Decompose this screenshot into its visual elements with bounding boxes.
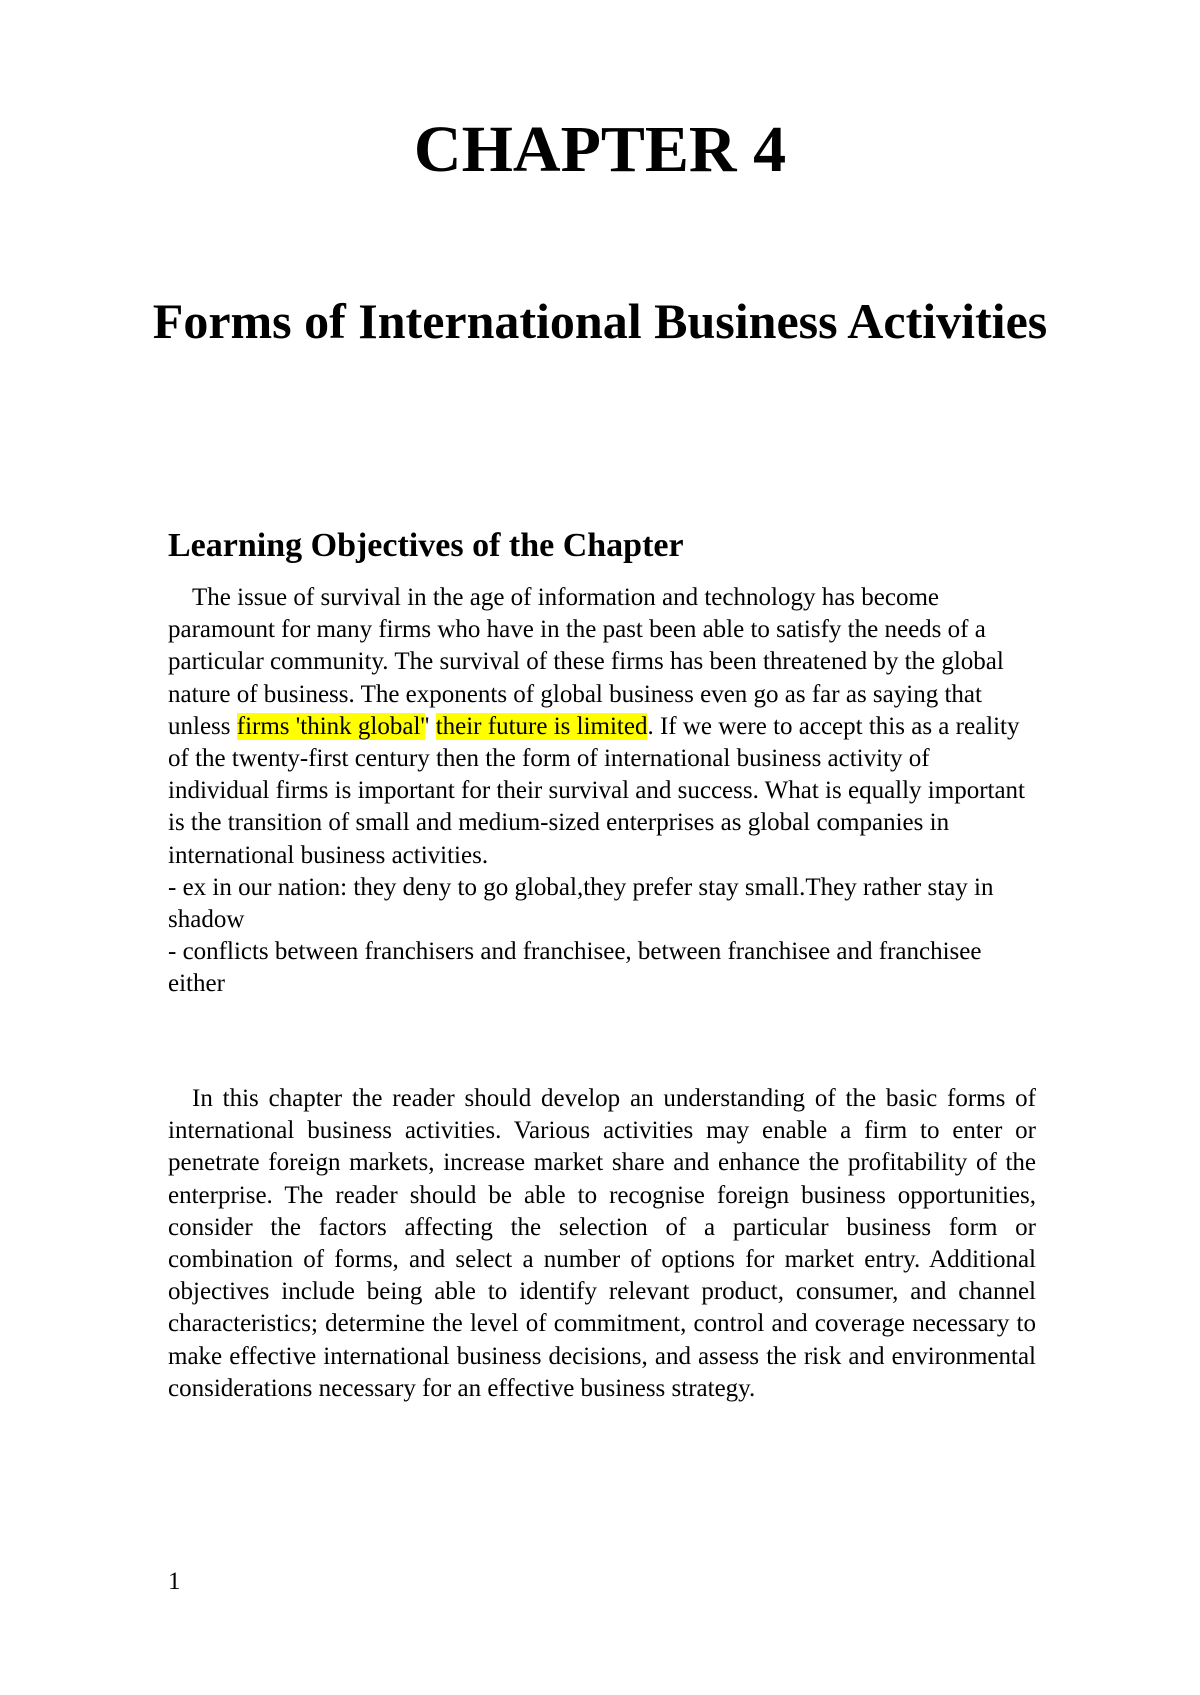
section-heading: Learning Objectives of the Chapter: [168, 527, 684, 564]
objectives-paragraph: [168, 582, 1036, 1001]
quote-close: ': [424, 712, 430, 740]
objectives-tail-text: . If we were to accept this as a reality of the twenty-first century then the form of international business activity of individual firms is important for their survival and success. What is equally important is the transition of small and medium-sized enterprises as global companies in international business activities.: [168, 712, 1026, 869]
note-line: - conflicts between franchisers and franchisee, between franchisee and franchisee either: [168, 938, 982, 998]
page-number: 1: [168, 1568, 181, 1595]
chapter-label: CHAPTER 4: [413, 113, 787, 186]
note-line: - ex in our nation: they deny to go global,they prefer stay small.They rather stay in shadow: [168, 873, 994, 934]
objectives-main-text: [168, 582, 1036, 872]
highlighted-phrase-think-global: firms 'think global': [236, 712, 425, 740]
highlighted-phrase-future-limited: their future is limited: [435, 712, 648, 740]
chapter-title: Forms of International Business Activities: [152, 293, 1048, 349]
chapter-intro-paragraph: In this chapter the reader should develop an understanding of the basic forms of international business activities. Various activities may enable a firm to enter or penetrate foreign markets, increase market share and enhance the profitability of the enterprise. The reader should be able to recognise foreign business opportunities, consider the factors affecting the selection of a particular business form or combination of forms, and select a number of options for market entry. Additional objectives include being able to identify relevant product, consumer, and channel characteristics; determine the level of commitment, control and coverage necessary to make effective international business decisions, and assess the risk and environmental considerations necessary for an effective business strategy.: [168, 1085, 1036, 1402]
objectives-lead-text: The issue of survival in the age of information and technology has become paramount for many firms who have in the past been able to satisfy the needs of a particular community. The survival of these firms has been threatened by the global nature of business. The exponents of global business even go as far as saying that unless: [168, 584, 1004, 740]
